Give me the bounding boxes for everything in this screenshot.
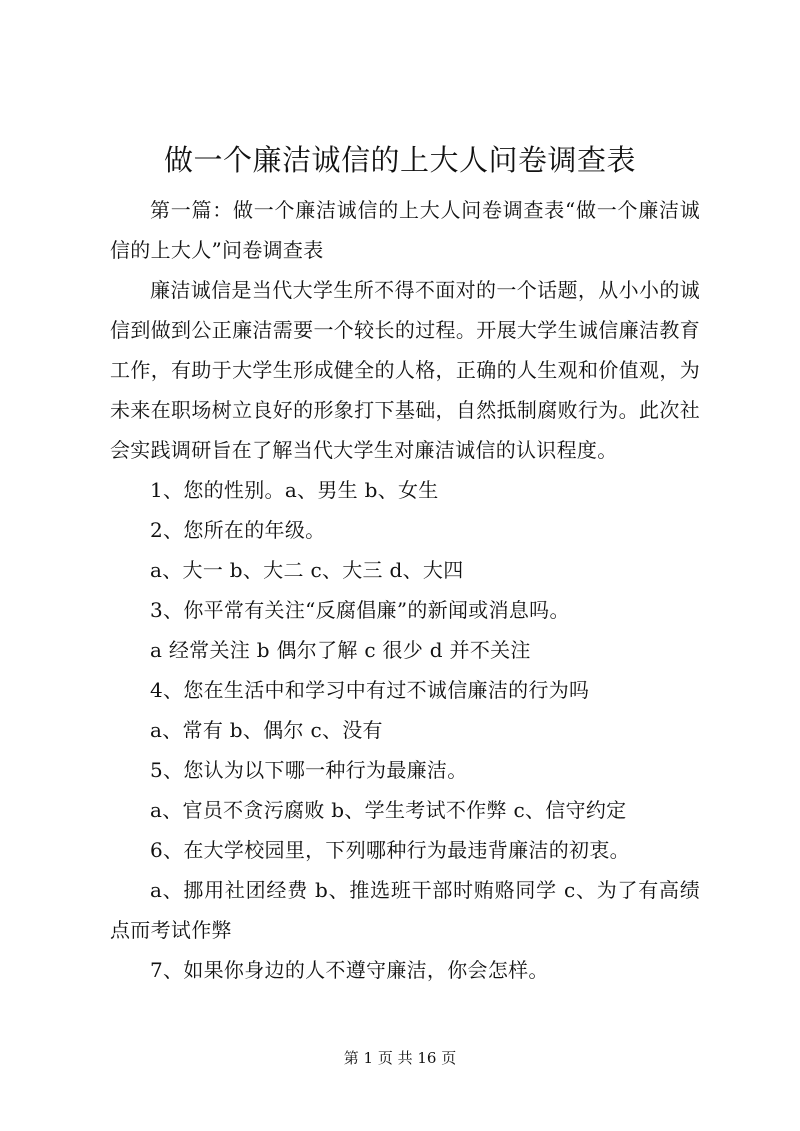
body-paragraph: 廉洁诚信是当代大学生所不得不面对的一个话题，从小小的诚信到做到公正廉洁需要一个较长的过程。开展大学生诚信廉洁教育工作，有助于大学生形成健全的人格，正确的人生观和价值观，为未来在职场树立良好的形象打下基础，自然抵制腐败行为。此次社会实践调研旨在了解当代大学生对廉洁诚信的认识程度。 [110,278,700,462]
document-title: 做一个廉洁诚信的上大人问卷调查表 [163,143,636,177]
question-6-options: a、挪用社团经费 b、推选班干部时贿赂同学 c、为了有高绩点而考试作弊 [110,878,700,942]
question-3: 3、你平常有关注“反腐倡廉”的新闻或消息吗。 [150,598,570,622]
question-7: 7、如果你身边的人不遵守廉洁，你会怎样。 [150,958,549,982]
question-3-options: a 经常关注 b 偶尔了解 c 很少 d 并不关注 [150,638,531,662]
question-2: 2、您所在的年级。 [150,518,326,542]
intro-paragraph: 第一篇：做一个廉洁诚信的上大人问卷调查表“做一个廉洁诚信的上大人”问卷调查表 [110,198,700,262]
question-1: 1、您的性别。a、男生 b、女生 [150,478,439,502]
page-footer: 第 1 页 共 16 页 [343,1049,457,1067]
question-5: 5、您认为以下哪一种行为最廉洁。 [150,758,468,782]
question-6: 6、在大学校园里，下列哪种行为最违背廉洁的初衷。 [150,838,630,862]
question-4-options: a、常有 b、偶尔 c、没有 [150,718,383,742]
question-2-options: a、大一 b、大二 c、大三 d、大四 [150,558,464,582]
question-4: 4、您在生活中和学习中有过不诚信廉洁的行为吗 [150,678,590,702]
question-5-options: a、官员不贪污腐败 b、学生考试不作弊 c、信守约定 [150,798,627,822]
